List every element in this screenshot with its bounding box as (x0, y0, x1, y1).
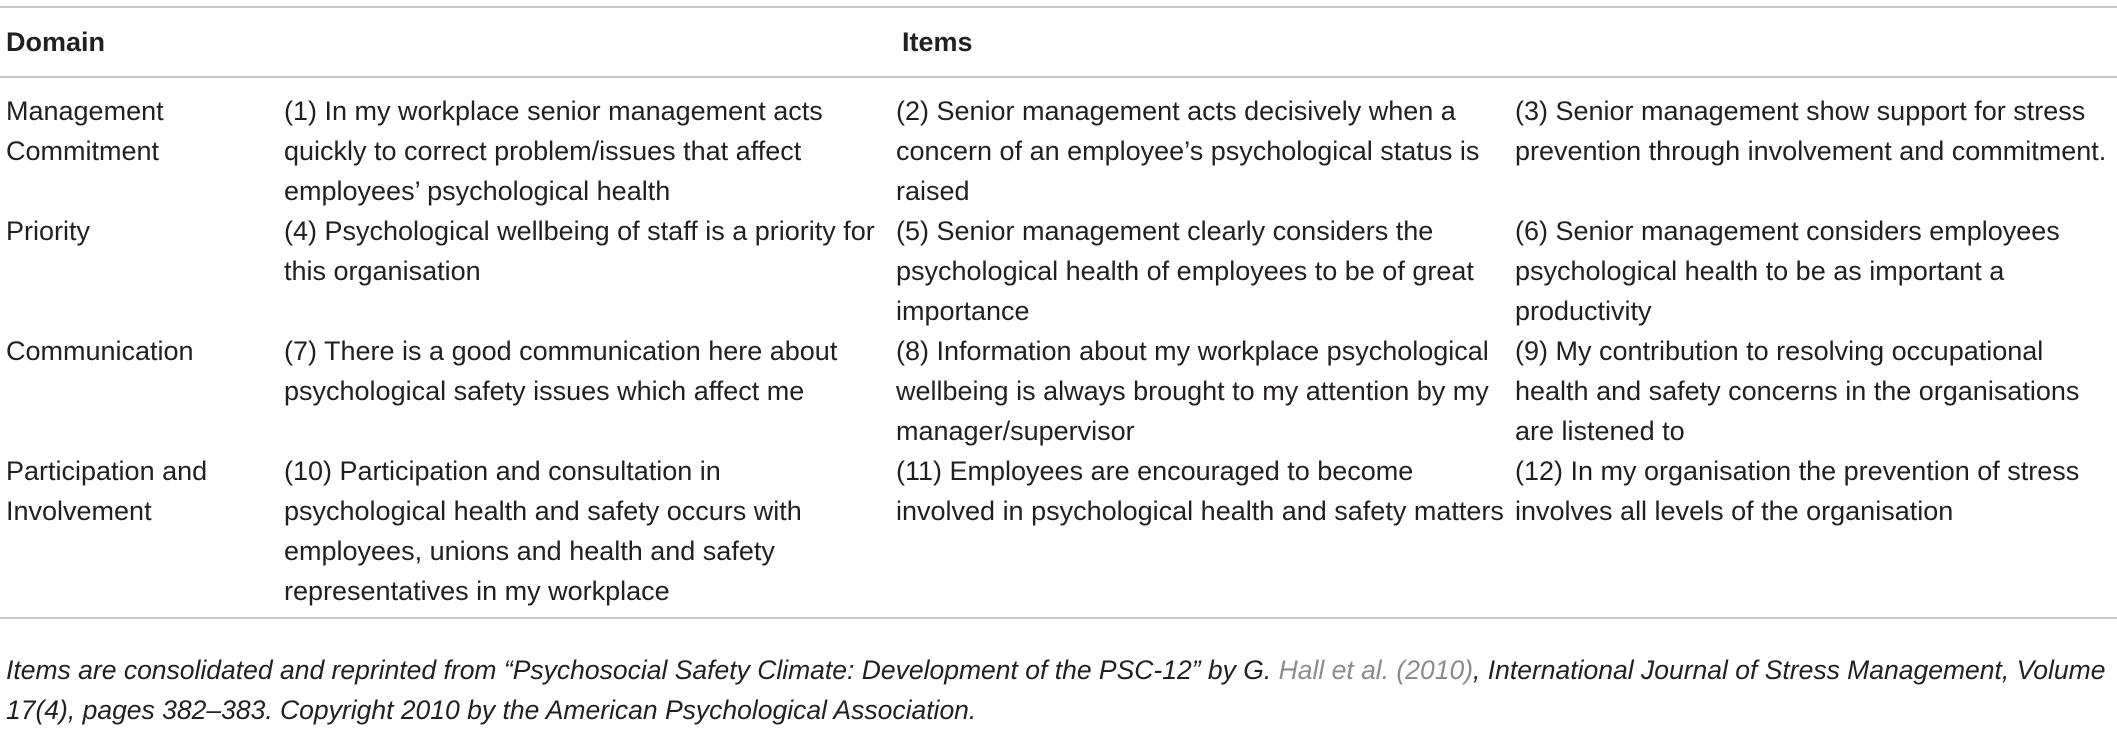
header-spacer (276, 7, 896, 77)
domain-cell: Communication (6, 336, 194, 367)
table-row (0, 451, 2117, 618)
table-footnote (6, 650, 2111, 730)
item-cell: (9) My contribution to resolving occupational health and safety concerns in the organisations are listened to (1515, 336, 2080, 447)
item-cell: (8) Information about my workplace psychological wellbeing is always brought to my attention by my manager/supervisor (896, 336, 1489, 447)
psc12-items-table (0, 6, 2117, 619)
item-cell: (1) In my workplace senior management acts quickly to correct problem/issues that affect employees’ psychological health (284, 96, 823, 207)
item-cell: (3) Senior management show support for stress prevention through involvement and commitment. (1515, 96, 2107, 167)
domain-cell: Management Commitment (6, 96, 164, 167)
domain-cell: Priority (6, 216, 91, 247)
item-cell: (5) Senior management clearly considers the psychological health of employees to be of great importance (896, 216, 1474, 327)
item-cell: (7) There is a good communication here about psychological safety issues which affect me (284, 336, 838, 407)
table-header-row (0, 7, 2117, 77)
domain-cell: Participation and Involvement (0, 451, 276, 618)
item-cell: (12) In my organisation the prevention of stress involves all levels of the organisation (1515, 451, 2117, 618)
item-cell: (10) Participation and consultation in psychological health and safety occurs with employees, unions and health and safety representatives in my workplace (276, 451, 896, 618)
psc12-table-container (0, 6, 2117, 619)
item-cell: (6) Senior management considers employees psychological health to be as important a productivity (1515, 216, 2060, 327)
table-row (0, 331, 2117, 451)
item-cell: (4) Psychological wellbeing of staff is a priority for this organisation (284, 216, 875, 287)
header-items: Items (896, 7, 2117, 77)
header-domain: Domain (0, 7, 276, 77)
footnote-text-after: , International Journal of Stress Management, Volume 17(4), pages 382–383. Copyright 2010 by the American Psychological Association. (6, 655, 2106, 725)
table-row (0, 77, 2117, 211)
table-row (0, 211, 2117, 331)
item-cell: (11) Employees are encouraged to become involved in psychological health and safety matters (896, 451, 1515, 618)
footnote-text-before: Items are consolidated and reprinted from “Psychosocial Safety Climate: Development of the PSC-12” by G. (6, 655, 1279, 685)
item-cell: (2) Senior management acts decisively when a concern of an employee’s psychological status is raised (896, 96, 1480, 207)
citation-link[interactable]: Hall et al. (2010) (1278, 655, 1474, 685)
